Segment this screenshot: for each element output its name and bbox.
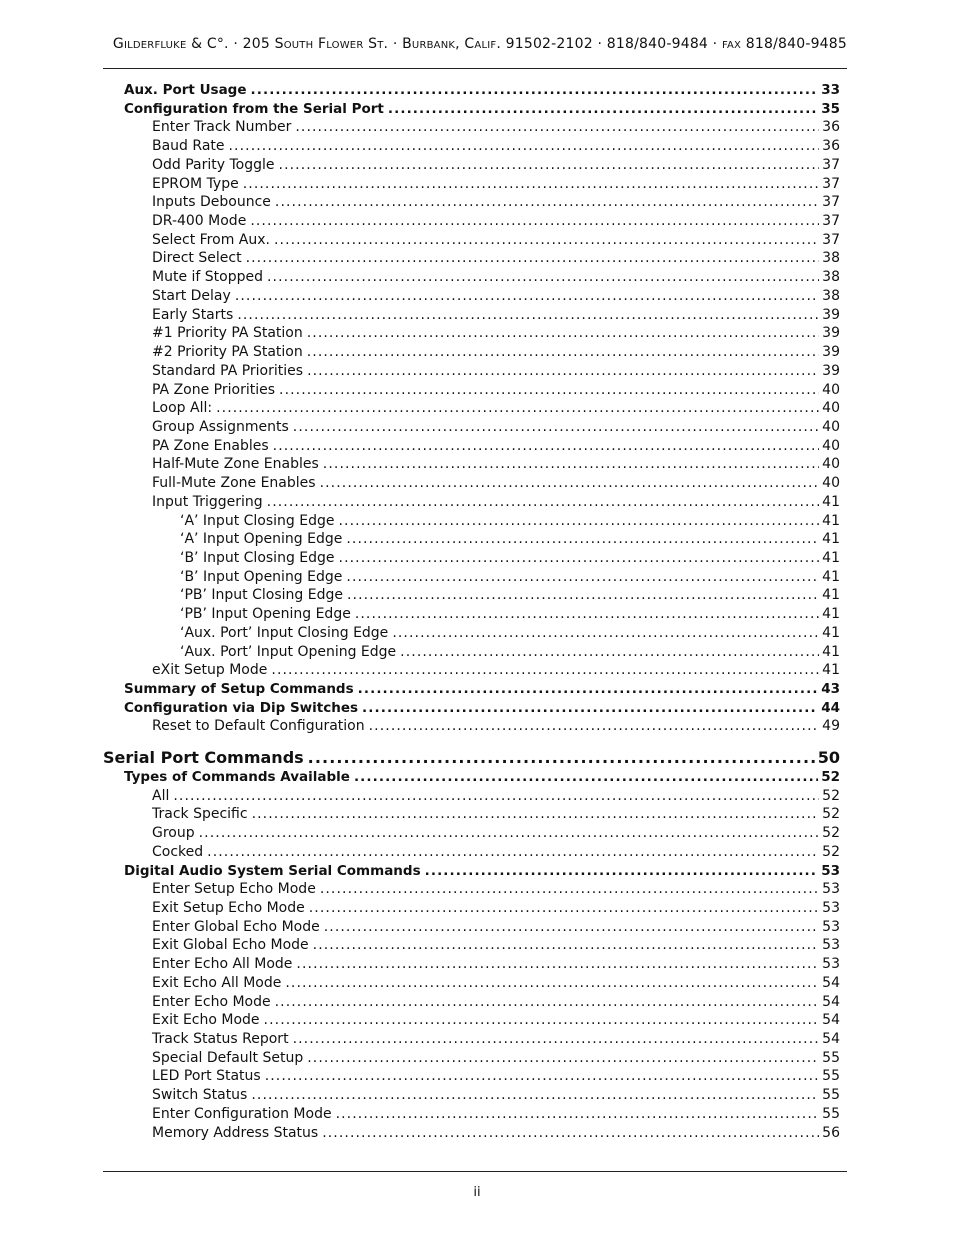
toc-entry-page: 41: [822, 493, 840, 510]
toc-dot-leader: [252, 806, 820, 822]
toc-entry[interactable]: [152, 1050, 840, 1066]
toc-entry[interactable]: [152, 157, 840, 173]
toc-entry-page: 52: [821, 768, 840, 785]
toc-entry-page: 44: [821, 699, 840, 716]
toc-entry[interactable]: [152, 456, 840, 472]
toc-entry-page: 41: [822, 643, 840, 660]
toc-dot-leader: [339, 513, 820, 529]
toc-entry-title: Exit Setup Echo Mode: [152, 899, 305, 916]
toc-dot-leader: [264, 1012, 820, 1028]
toc-entry[interactable]: [180, 644, 840, 660]
toc-dot-leader: [246, 250, 820, 266]
footer-rule: [103, 1171, 847, 1172]
toc-entry-page: 41: [822, 624, 840, 641]
toc-entry-title: ‘A’ Input Closing Edge: [180, 512, 335, 529]
page-header: [103, 36, 847, 52]
toc-entry-page: 37: [822, 175, 840, 192]
toc-entry[interactable]: [124, 101, 840, 117]
toc-entry-title: Input Triggering: [152, 493, 263, 510]
toc-entry-page: 40: [822, 437, 840, 454]
toc-dot-leader: [307, 1050, 819, 1066]
page-footer: [0, 1185, 954, 1200]
toc-entry-page: 54: [822, 1031, 840, 1047]
toc-entry-title: Configuration from the Serial Port: [124, 100, 384, 117]
toc-dot-leader: [275, 994, 820, 1010]
toc-entry[interactable]: [124, 681, 840, 697]
toc-entry-title: ‘A’ Input Opening Edge: [180, 531, 343, 548]
toc-entry-title: Cocked: [152, 843, 204, 860]
toc-entry-page: 52: [822, 806, 840, 823]
toc-entry[interactable]: [124, 769, 840, 785]
toc-entry[interactable]: [152, 881, 840, 897]
toc-entry-page: 40: [822, 381, 840, 398]
toc-entry[interactable]: [152, 382, 840, 398]
toc-entry[interactable]: [152, 844, 840, 860]
toc-dot-leader: [251, 82, 819, 98]
toc-entry-title: All: [152, 787, 170, 804]
toc-dot-leader: [307, 344, 819, 360]
toc-dot-leader: [296, 956, 819, 972]
toc-entry-page: 39: [822, 325, 840, 342]
toc-dot-leader: [265, 1068, 819, 1084]
toc-dot-leader: [207, 844, 819, 860]
toc-dot-leader: [354, 769, 818, 785]
toc-dot-leader: [392, 625, 819, 641]
toc-dot-leader: [388, 101, 818, 117]
header-rule: [103, 68, 847, 69]
toc-entry-title: Digital Audio System Serial Commands: [124, 862, 421, 879]
toc-entry[interactable]: [152, 138, 840, 154]
toc-entry[interactable]: [152, 662, 840, 678]
toc-entry-page: 41: [822, 531, 840, 548]
toc-entry-title: Types of Commands Available: [124, 768, 350, 785]
toc-dot-leader: [267, 494, 820, 510]
toc-entry-title: Loop All:: [152, 400, 213, 417]
toc-entry[interactable]: [152, 1068, 840, 1084]
toc-entry-title: Enter Setup Echo Mode: [152, 881, 316, 898]
toc-entry-page: 54: [822, 1012, 840, 1029]
toc-entry-title: Exit Echo All Mode: [152, 974, 282, 991]
toc-entry-page: 36: [822, 138, 840, 155]
toc-entry-page: 35: [821, 100, 840, 117]
toc-dot-leader: [323, 456, 819, 472]
toc-entry-page: 52: [822, 787, 840, 804]
toc-entry-page: 36: [822, 119, 840, 136]
toc-dot-leader: [271, 662, 819, 678]
toc-dot-leader: [279, 382, 819, 398]
toc-entry-title: Direct Select: [152, 250, 242, 267]
toc-entry-title: DR-400 Mode: [152, 213, 247, 230]
toc-entry[interactable]: [152, 1012, 840, 1028]
toc-entry[interactable]: [152, 419, 840, 435]
toc-entry-title: Mute if Stopped: [152, 269, 263, 286]
toc-entry-page: 41: [822, 587, 840, 604]
toc-entry[interactable]: [152, 1087, 840, 1103]
toc-entry[interactable]: [180, 587, 840, 603]
toc-entry-page: 37: [822, 213, 840, 230]
toc-entry-title: Enter Configuration Mode: [152, 1105, 332, 1122]
toc-entry-page: 55: [822, 1105, 840, 1122]
toc-entry-title: PA Zone Enables: [152, 437, 269, 454]
toc-entry-page: 40: [822, 475, 840, 492]
toc-entry-page: 52: [822, 843, 840, 860]
toc-entry[interactable]: [180, 550, 840, 566]
toc-entry-title: Summary of Setup Commands: [124, 681, 354, 698]
toc-entry[interactable]: [152, 344, 840, 360]
toc-entry[interactable]: [152, 438, 840, 454]
page-number: ii: [473, 1185, 481, 1200]
toc-entry-page: 37: [822, 231, 840, 248]
toc-entry-page: 43: [821, 681, 840, 698]
toc-dot-leader: [324, 919, 819, 935]
toc-entry-title: Full-Mute Zone Enables: [152, 475, 316, 492]
toc-dot-leader: [229, 138, 820, 154]
toc-entry-page: 41: [822, 512, 840, 529]
toc-entry[interactable]: [152, 176, 840, 192]
toc-entry-title: Group Assignments: [152, 418, 289, 435]
toc-entry[interactable]: [152, 232, 840, 248]
toc-entry-title: Serial Port Commands: [103, 748, 304, 768]
toc-entry[interactable]: [152, 956, 840, 972]
toc-entry-page: 54: [822, 993, 840, 1010]
toc-entry-page: 55: [822, 1068, 840, 1085]
toc-entry-page: 37: [822, 194, 840, 211]
toc-entry-page: 53: [822, 918, 840, 935]
toc-entry-page: 40: [822, 456, 840, 473]
toc-entry-title: ‘B’ Input Opening Edge: [180, 568, 343, 585]
toc-dot-leader: [295, 119, 819, 135]
toc-entry[interactable]: [180, 531, 840, 547]
toc-entry-title: Enter Global Echo Mode: [152, 918, 320, 935]
toc-entry-page: 39: [822, 306, 840, 323]
toc-entry-title: EPROM Type: [152, 175, 239, 192]
toc-entry-page: 39: [822, 362, 840, 379]
toc-dot-leader: [307, 363, 819, 379]
toc-entry[interactable]: [180, 569, 840, 585]
toc-entry[interactable]: [152, 269, 840, 285]
toc-entry-page: 41: [822, 662, 840, 679]
toc-entry-page: 41: [822, 606, 840, 623]
toc-entry[interactable]: [152, 900, 840, 916]
toc-entry-title: Enter Track Number: [152, 119, 292, 136]
toc-dot-leader: [362, 700, 818, 716]
toc-entry-title: Special Default Setup: [152, 1049, 304, 1066]
toc-entry-page: 38: [822, 269, 840, 286]
toc-entry-title: ‘B’ Input Closing Edge: [180, 550, 335, 566]
toc-entry-title: Exit Echo Mode: [152, 1012, 260, 1029]
toc-entry-page: 53: [822, 937, 840, 954]
toc-entry-page: 53: [821, 862, 840, 879]
toc-dot-leader: [199, 825, 820, 841]
toc-entry[interactable]: [152, 919, 840, 935]
toc-entry[interactable]: [124, 82, 840, 98]
toc-entry[interactable]: [180, 625, 840, 641]
toc-dot-leader: [400, 644, 819, 660]
toc-entry[interactable]: [152, 400, 840, 416]
toc-entry[interactable]: [124, 863, 840, 879]
toc-dot-leader: [251, 1087, 819, 1103]
toc-entry-page: 37: [822, 156, 840, 173]
toc-dot-leader: [293, 419, 819, 435]
toc-entry-title: ‘PB’ Input Opening Edge: [180, 606, 351, 623]
toc-entry[interactable]: [152, 307, 840, 323]
toc-entry-page: 49: [822, 718, 840, 735]
toc-entry[interactable]: [152, 1125, 840, 1141]
toc-dot-leader: [369, 718, 820, 734]
toc-dot-leader: [308, 748, 815, 767]
toc-entry[interactable]: [152, 325, 840, 341]
toc-entry[interactable]: [124, 700, 840, 716]
toc-entry-title: Standard PA Priorities: [152, 362, 304, 379]
toc-dot-leader: [320, 881, 819, 897]
toc-dot-leader: [243, 176, 819, 192]
toc-dot-leader: [216, 400, 819, 416]
toc-entry-page: 41: [822, 568, 840, 585]
toc-entry-title: eXit Setup Mode: [152, 662, 268, 679]
toc-entry[interactable]: [152, 494, 840, 510]
toc-entry-page: 54: [822, 974, 840, 991]
toc-entry[interactable]: [152, 1031, 840, 1047]
toc-dot-leader: [285, 975, 819, 991]
toc-entry-page: 40: [822, 400, 840, 417]
toc-dot-leader: [250, 213, 819, 229]
toc-dot-leader: [339, 550, 820, 566]
toc-entry-title: Exit Global Echo Mode: [152, 937, 309, 954]
toc-dot-leader: [235, 288, 819, 304]
toc-dot-leader: [267, 269, 819, 285]
toc-entry-title: Memory Address Status: [152, 1124, 319, 1141]
toc-entry-title: ‘Aux. Port’ Input Opening Edge: [180, 643, 397, 660]
toc-entry-title: Baud Rate: [152, 138, 225, 155]
toc-entry-title: Reset to Default Configuration: [152, 718, 365, 735]
toc-entry-page: 53: [822, 899, 840, 916]
toc-dot-leader: [279, 157, 820, 173]
toc-dot-leader: [237, 307, 819, 323]
toc-dot-leader: [293, 1031, 820, 1047]
toc-entry-page: 38: [822, 250, 840, 267]
header-company-line: Gilderfluke & C°. · 205 South Flower St. · Burbank, Calif. 91502-2102 · 818/840-9484 · fax 818/840-9485: [112, 36, 847, 52]
toc-dot-leader: [173, 788, 819, 804]
toc-entry-page: 41: [822, 550, 840, 566]
toc-entry[interactable]: [152, 250, 840, 266]
toc-entry-title: Start Delay: [152, 287, 231, 304]
toc-entry-title: #2 Priority PA Station: [152, 344, 303, 361]
toc-entry[interactable]: [152, 363, 840, 379]
toc-entry-title: Configuration via Dip Switches: [124, 699, 359, 716]
toc-entry-title: LED Port Status: [152, 1068, 261, 1085]
toc-dot-leader: [309, 900, 819, 916]
toc-entry[interactable]: [152, 119, 840, 135]
toc-entry-page: 56: [822, 1124, 840, 1141]
toc-entry[interactable]: [152, 975, 840, 991]
toc-entry-title: ‘Aux. Port’ Input Closing Edge: [180, 624, 389, 641]
toc-entry[interactable]: [180, 513, 840, 529]
toc-entry[interactable]: [152, 788, 840, 804]
toc-entry-page: 40: [822, 418, 840, 435]
toc-entry-title: Select From Aux.: [152, 231, 270, 248]
toc-entry[interactable]: [152, 994, 840, 1010]
toc-entry-title: Track Status Report: [152, 1031, 289, 1047]
toc-entry-page: 39: [822, 344, 840, 361]
toc-entry-title: Aux. Port Usage: [124, 82, 247, 98]
toc-entry[interactable]: [152, 475, 840, 491]
toc-entry[interactable]: [152, 937, 840, 953]
toc-entry[interactable]: [103, 748, 840, 767]
toc-entry-title: Track Specific: [152, 806, 248, 823]
toc-entry-title: Odd Parity Toggle: [152, 156, 275, 173]
toc-entry-page: 38: [822, 287, 840, 304]
toc-dot-leader: [336, 1106, 820, 1122]
toc-entry-title: Group: [152, 825, 195, 842]
toc-entry-page: 52: [822, 825, 840, 842]
toc-dot-leader: [275, 194, 819, 210]
toc-entry-page: 53: [822, 956, 840, 973]
toc-dot-leader: [313, 937, 820, 953]
toc-dot-leader: [322, 1125, 819, 1141]
toc-entry[interactable]: [152, 288, 840, 304]
toc-entry-page: 33: [821, 82, 840, 98]
toc-entry[interactable]: [152, 718, 840, 734]
toc-dot-leader: [346, 531, 819, 547]
toc-dot-leader: [307, 325, 819, 341]
toc-entry-title: Enter Echo All Mode: [152, 956, 293, 973]
toc-dot-leader: [273, 438, 820, 454]
toc-entry-title: PA Zone Priorities: [152, 381, 276, 398]
toc-dot-leader: [425, 863, 819, 879]
toc-entry[interactable]: [180, 606, 840, 622]
toc-dot-leader: [358, 681, 819, 697]
toc-entry[interactable]: [152, 825, 840, 841]
toc-entry-page: 50: [817, 748, 840, 768]
toc-entry-title: Half-Mute Zone Enables: [152, 456, 319, 473]
toc-entry-title: Enter Echo Mode: [152, 993, 271, 1010]
toc-entry-page: 55: [822, 1049, 840, 1066]
toc-entry-page: 55: [822, 1087, 840, 1104]
toc-dot-leader: [355, 606, 819, 622]
toc-dot-leader: [274, 232, 819, 248]
toc-dot-leader: [347, 587, 819, 603]
toc-entry-title: Inputs Debounce: [152, 194, 271, 211]
toc-entry[interactable]: [152, 213, 840, 229]
toc-entry-title: ‘PB’ Input Closing Edge: [180, 587, 343, 604]
toc-entry[interactable]: [152, 194, 840, 210]
toc-entry-title: Switch Status: [152, 1087, 248, 1104]
toc-entry-title: #1 Priority PA Station: [152, 325, 303, 342]
toc-dot-leader: [346, 569, 819, 585]
toc-dot-leader: [320, 475, 820, 491]
toc-entry-title: Early Starts: [152, 306, 234, 323]
toc-entry-page: 53: [822, 881, 840, 898]
toc-entry[interactable]: [152, 806, 840, 822]
toc-entry[interactable]: [152, 1106, 840, 1122]
